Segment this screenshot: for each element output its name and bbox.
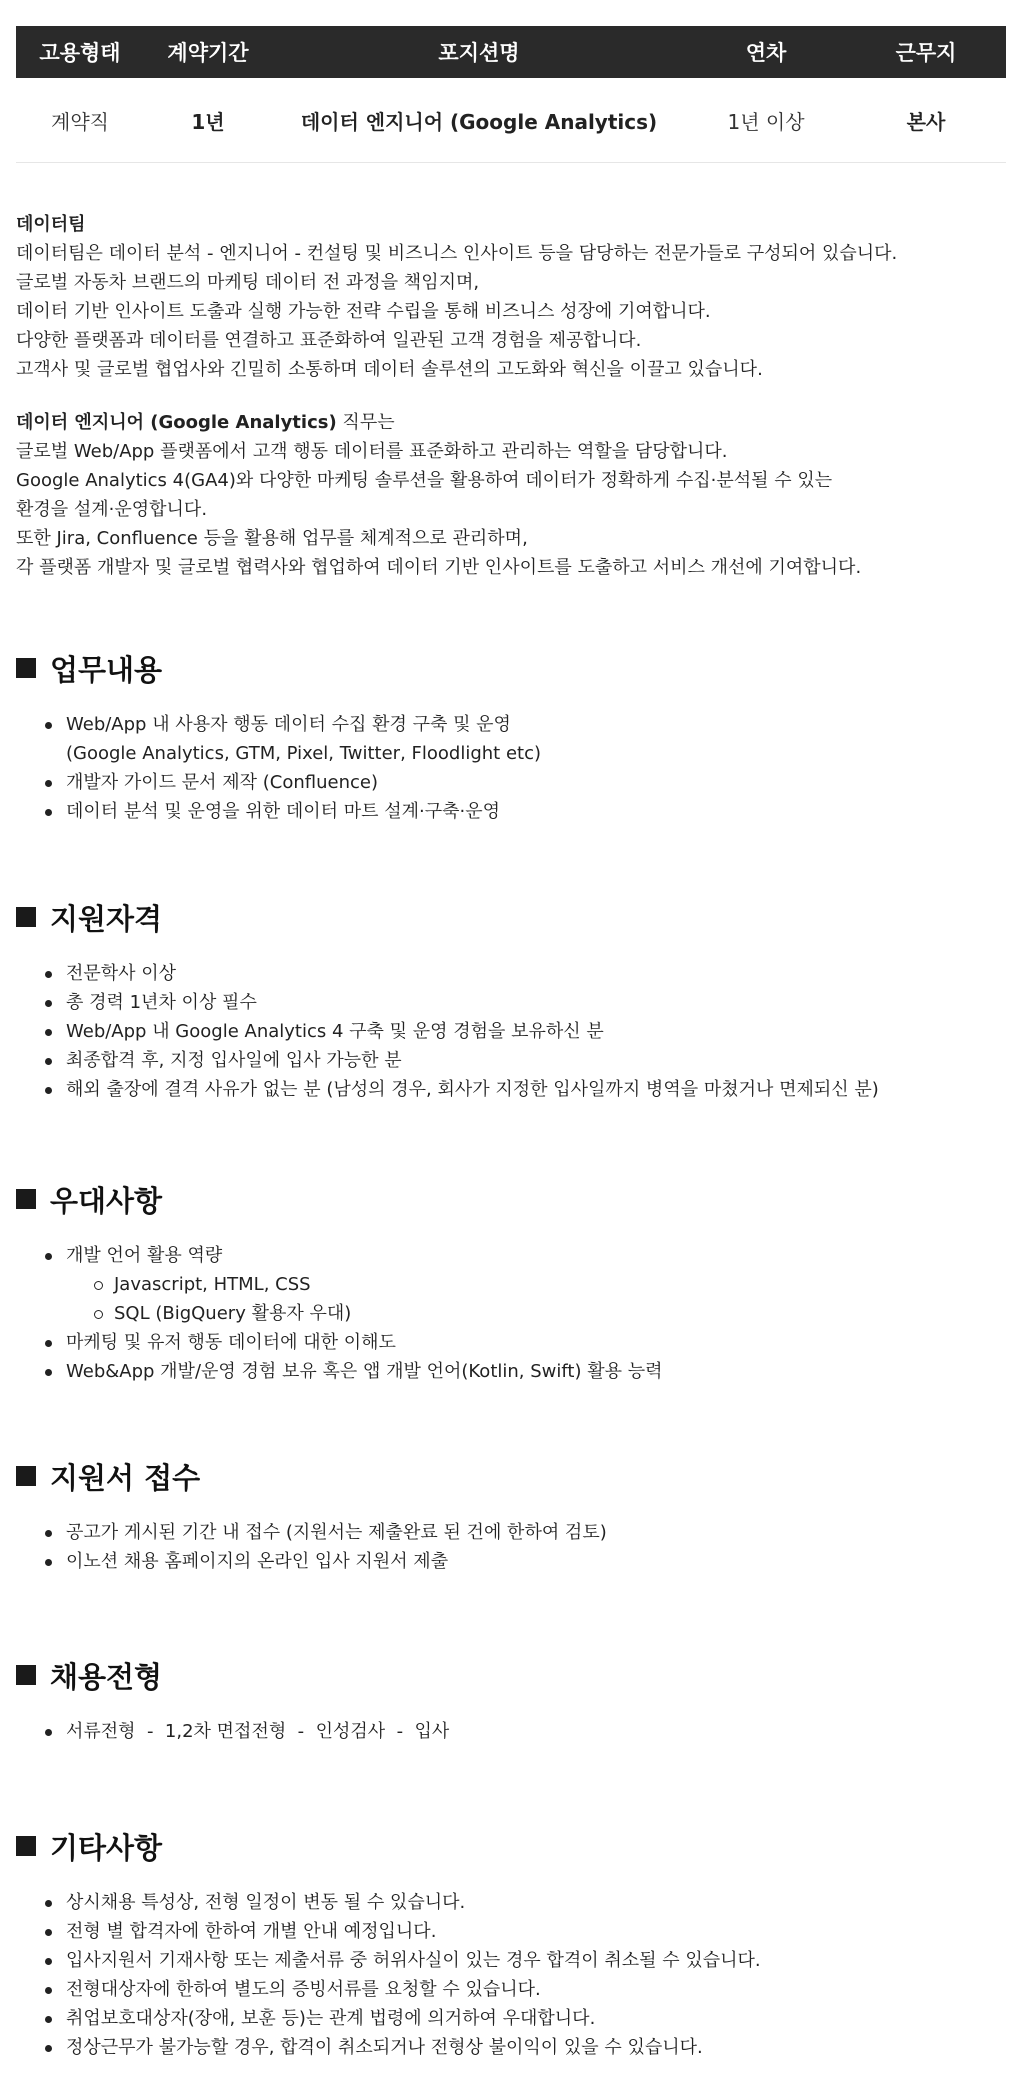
list-item: 최종합격 후, 지정 입사일에 입사 가능한 분 <box>16 1046 1016 1075</box>
section-duties <box>16 648 1016 826</box>
header-location: 근무지 <box>895 41 957 65</box>
square-bullet-icon <box>16 1466 36 1486</box>
section-heading <box>16 1655 1016 1695</box>
list-item: 전형 별 합격자에 한하여 개별 안내 예정입니다. <box>16 1917 1016 1946</box>
section-preferred <box>16 1179 1016 1386</box>
etc-list <box>16 1888 1016 2062</box>
role-line: 환경을 설계·운영합니다. <box>16 499 208 520</box>
section-title: 채용전형 <box>50 1659 163 1694</box>
list-item: 개발자 가이드 문서 제작 (Confluence) <box>16 768 1016 797</box>
role-line: 또한 Jira, Confluence 등을 활용해 업무를 체계적으로 관리하며, <box>16 528 528 549</box>
team-line: 글로벌 자동차 브랜드의 마케팅 데이터 전 과정을 책임지며, <box>16 272 480 293</box>
preferred-list <box>16 1241 1016 1386</box>
section-title: 지원서 접수 <box>50 1460 201 1495</box>
square-bullet-icon <box>16 658 36 678</box>
cell-experience: 1년 이상 <box>727 109 805 134</box>
role-line: 글로벌 Web/App 플랫폼에서 고객 행동 데이터를 표준화하고 관리하는 역할을 담당합니다. <box>16 441 728 462</box>
team-title: 데이터팀 <box>16 214 86 235</box>
team-line: 데이터 기반 인사이트 도출과 실행 가능한 전략 수립을 통해 비즈니스 성장에 기여합니다. <box>16 301 711 322</box>
table-row <box>16 78 1006 163</box>
square-bullet-icon <box>16 1836 36 1856</box>
header-contract-period: 계약기간 <box>167 41 249 65</box>
list-item: 입사지원서 기재사항 또는 제출서류 중 허위사실이 있는 경우 합격이 취소될 수 있습니다. <box>16 1946 1016 1975</box>
cell-contract-period: 1년 <box>191 109 225 134</box>
cell-location: 본사 <box>906 109 946 134</box>
list-item: 서류전형 - 1,2차 면접전형 - 인성검사 - 입사 <box>16 1717 1016 1746</box>
list-item: 정상근무가 불가능할 경우, 합격이 취소되거나 전형상 불이익이 있을 수 있습니다. <box>16 2033 1016 2062</box>
team-line: 데이터팀은 데이터 분석 - 엔지니어 - 컨설팅 및 비즈니스 인사이트 등을 담당하는 전문가들로 구성되어 있습니다. <box>16 243 898 264</box>
list-item: Web/App 내 Google Analytics 4 구축 및 운영 경험을 보유하신 분 <box>16 1017 1016 1046</box>
square-bullet-icon <box>16 1665 36 1685</box>
list-item: 공고가 게시된 기간 내 접수 (지원서는 제출완료 된 건에 한하여 검토) <box>16 1518 1016 1547</box>
team-line: 고객사 및 글로벌 협업사와 긴밀히 소통하며 데이터 솔루션의 고도화와 혁신을 이끌고 있습니다. <box>16 359 763 380</box>
section-heading <box>16 897 1016 937</box>
section-title: 지원자격 <box>50 901 163 936</box>
square-bullet-icon <box>16 1189 36 1209</box>
section-qualifications <box>16 897 1016 1104</box>
section-etc <box>16 1826 1016 2062</box>
duties-list <box>16 710 1016 826</box>
application-list <box>16 1518 1016 1576</box>
list-item: 개발 언어 활용 역량 <box>16 1241 1016 1270</box>
team-intro <box>16 210 1016 384</box>
role-title-bold: 데이터 엔지니어 (Google Analytics) <box>16 412 337 433</box>
section-heading <box>16 1179 1016 1219</box>
team-line: 다양한 플랫폼과 데이터를 연결하고 표준화하여 일관된 고객 경험을 제공합니다. <box>16 330 642 351</box>
section-heading <box>16 1826 1016 1866</box>
section-application <box>16 1456 1016 1576</box>
qualifications-list <box>16 959 1016 1104</box>
cell-employment-type: 계약직 <box>51 109 109 134</box>
job-info-table <box>16 26 1006 163</box>
sub-list-item: SQL (BigQuery 활용자 우대) <box>16 1299 1016 1328</box>
role-line: 각 플랫폼 개발자 및 글로벌 협력사와 협업하여 데이터 기반 인사이트를 도출하고 서비스 개선에 기여합니다. <box>16 557 862 578</box>
list-item: 총 경력 1년차 이상 필수 <box>16 988 1016 1017</box>
list-item: 데이터 분석 및 운영을 위한 데이터 마트 설계·구축·운영 <box>16 797 1016 826</box>
square-bullet-icon <box>16 907 36 927</box>
section-heading <box>16 648 1016 688</box>
list-item: Web&App 개발/운영 경험 보유 혹은 앱 개발 언어(Kotlin, Swift) 활용 능력 <box>16 1357 1016 1386</box>
list-item: Web/App 내 사용자 행동 데이터 수집 환경 구축 및 운영 <box>16 710 1016 739</box>
section-title: 기타사항 <box>50 1830 163 1865</box>
list-item: 취업보호대상자(장애, 보훈 등)는 관계 법령에 의거하여 우대합니다. <box>16 2004 1016 2033</box>
header-position-name: 포지션명 <box>438 41 520 65</box>
role-line: Google Analytics 4(GA4)와 다양한 마케팅 솔루션을 활용하여 데이터가 정확하게 수집·분석될 수 있는 <box>16 470 833 491</box>
list-item: 해외 출장에 결격 사유가 없는 분 (남성의 경우, 회사가 지정한 입사일까지 병역을 마쳤거나 면제되신 분) <box>16 1075 1016 1104</box>
list-item: 마케팅 및 유저 행동 데이터에 대한 이해도 <box>16 1328 1016 1357</box>
role-intro <box>16 408 1016 582</box>
section-title: 우대사항 <box>50 1183 163 1218</box>
role-title-rest: 직무는 <box>336 412 395 433</box>
list-item: 상시채용 특성상, 전형 일정이 변동 될 수 있습니다. <box>16 1888 1016 1917</box>
process-list <box>16 1717 1016 1746</box>
cell-position-name: 데이터 엔지니어 (Google Analytics) <box>300 109 658 134</box>
section-process <box>16 1655 1016 1746</box>
role-title <box>16 408 1016 437</box>
section-title: 업무내용 <box>50 652 163 687</box>
sub-list-item: Javascript, HTML, CSS <box>16 1270 1016 1299</box>
list-item: 이노션 채용 홈페이지의 온라인 입사 지원서 제출 <box>16 1547 1016 1576</box>
section-heading <box>16 1456 1016 1496</box>
list-item: 전문학사 이상 <box>16 959 1016 988</box>
header-experience: 연차 <box>745 41 787 65</box>
list-item: 전형대상자에 한하여 별도의 증빙서류를 요청할 수 있습니다. <box>16 1975 1016 2004</box>
table-header-row <box>16 26 1006 78</box>
list-item-continuation: (Google Analytics, GTM, Pixel, Twitter, Floodlight etc) <box>66 743 541 764</box>
header-employment-type: 고용형태 <box>39 41 121 65</box>
